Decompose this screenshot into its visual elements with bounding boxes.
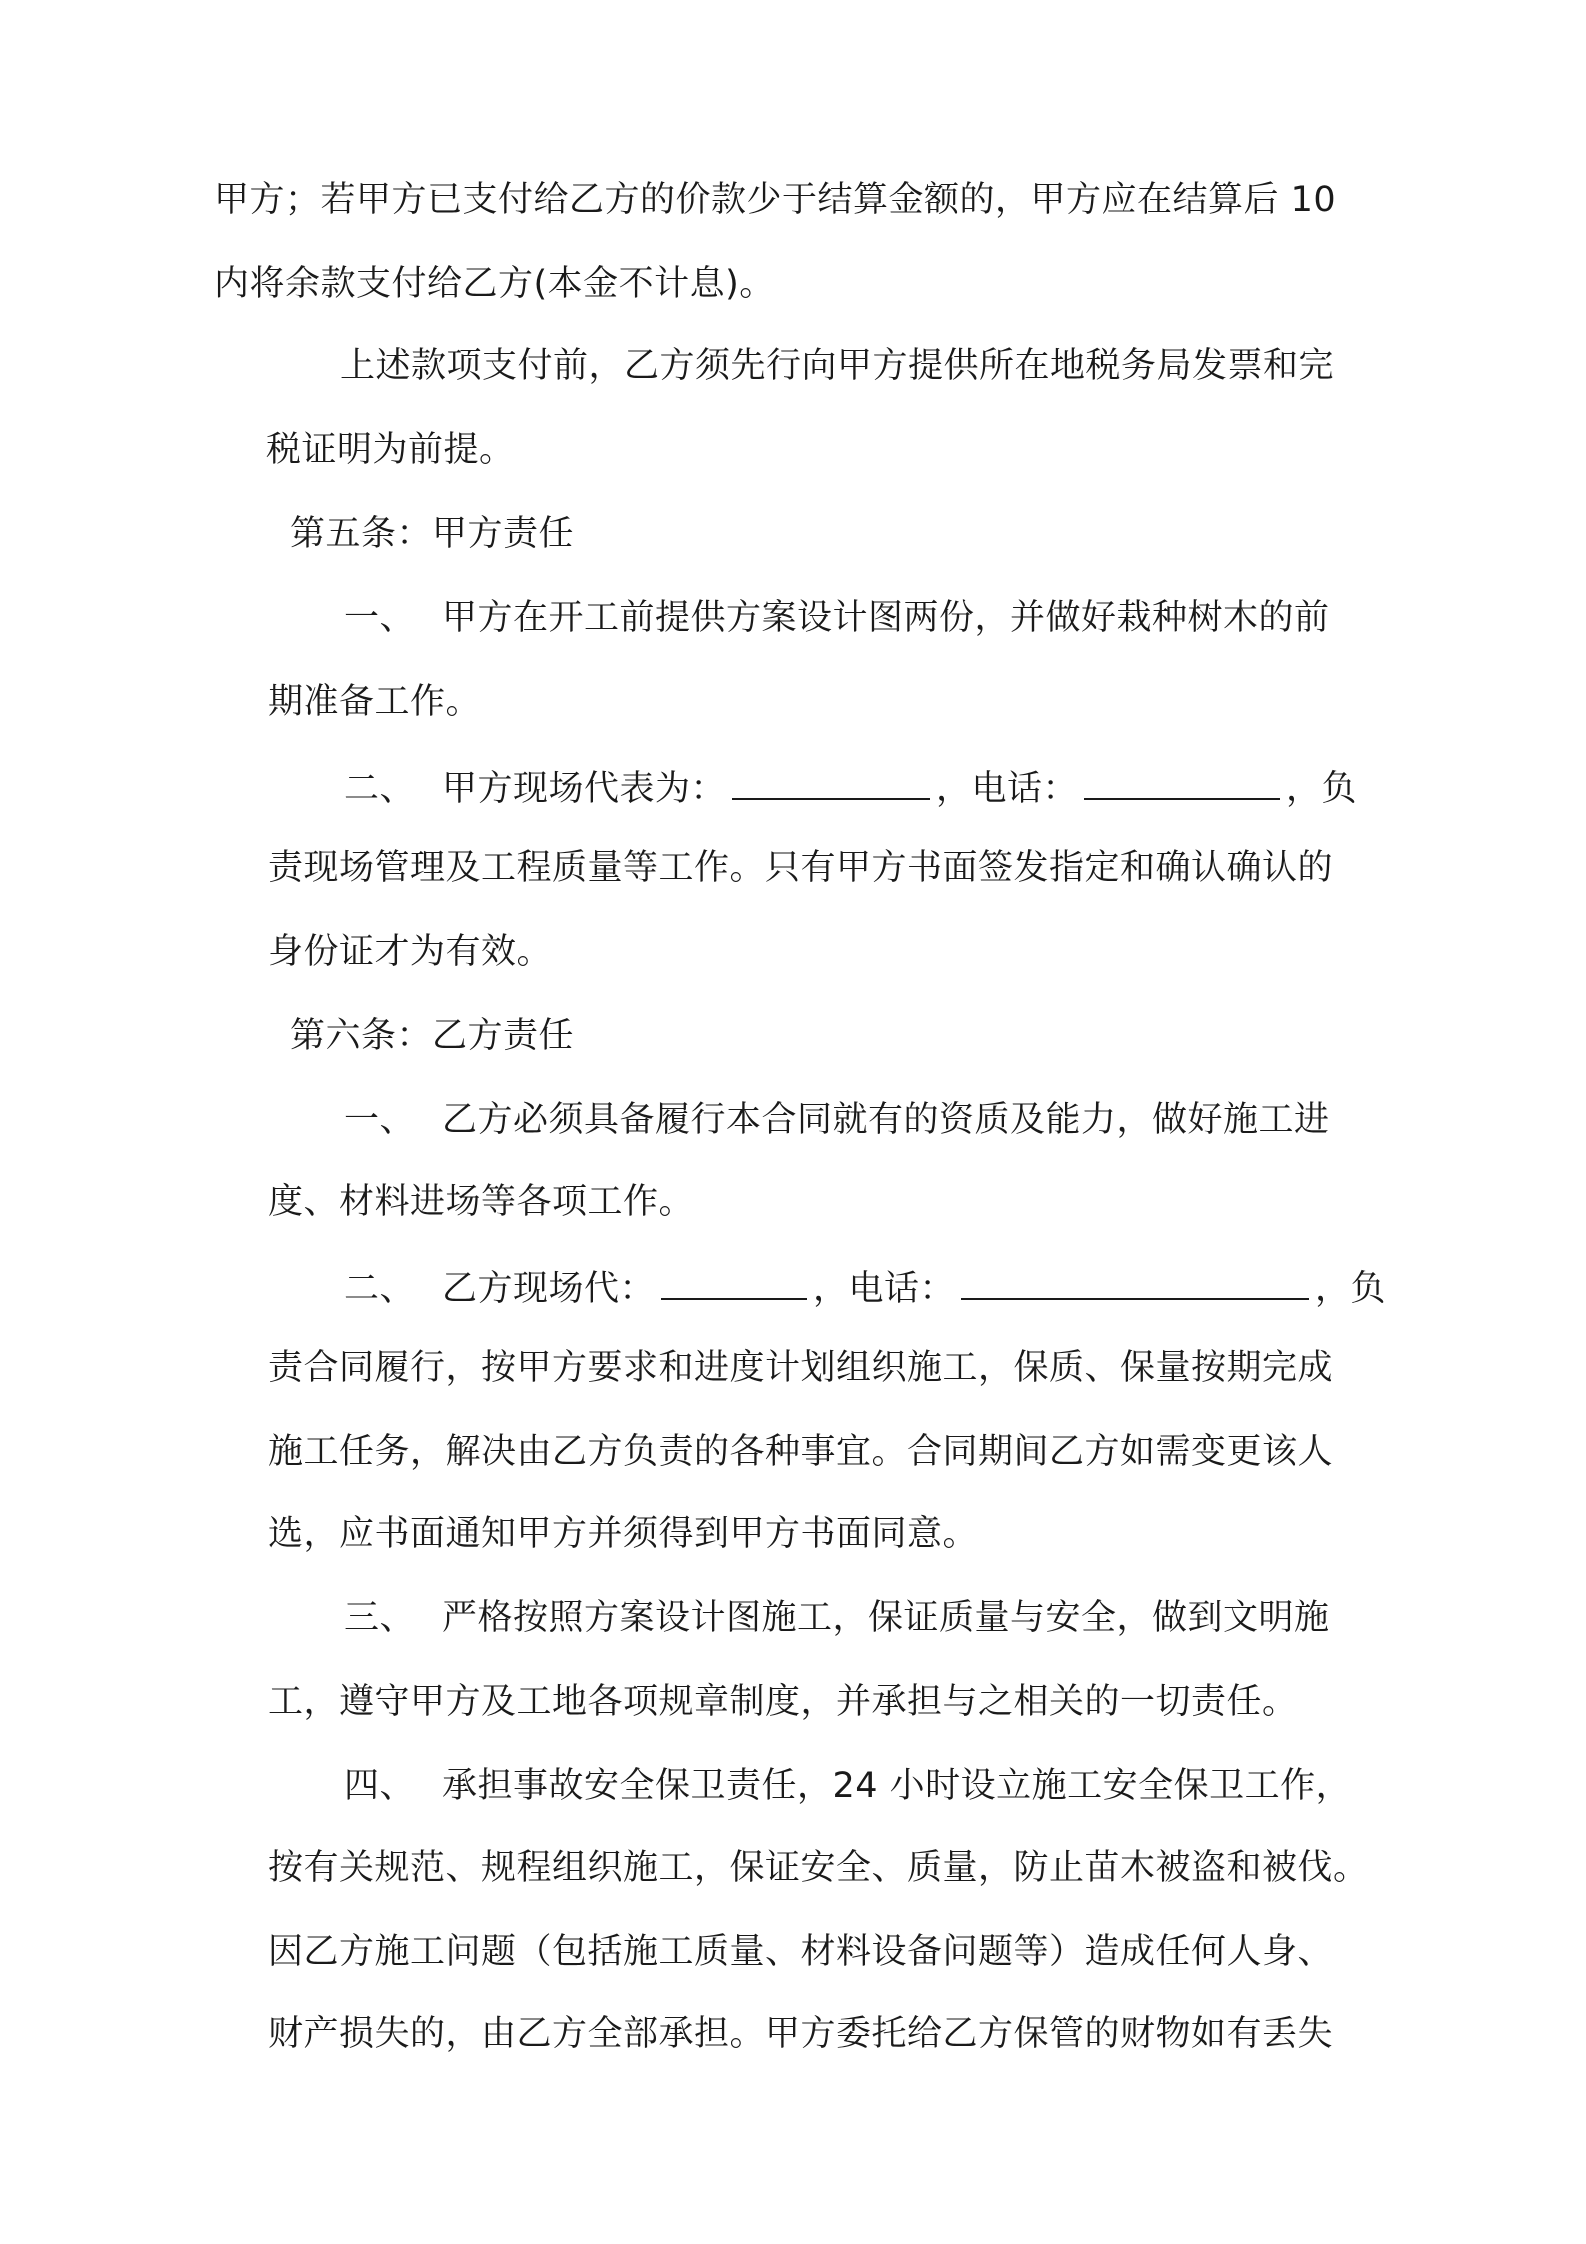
field-label-phone: ，电话： (936, 769, 1079, 809)
list-item-text: ，负 (1315, 1269, 1387, 1309)
list-item-line (344, 1764, 1351, 1808)
paragraph-line: 内将余款支付给乙方(本金不计息)。 (214, 264, 775, 304)
paragraph-line: 按有关规范、规程组织施工，保证安全、质量，防止苗木被盗和被伐。 (268, 1848, 1369, 1888)
list-item-line (344, 764, 1357, 811)
list-marker: 四、 (344, 1766, 416, 1806)
blank-phone-field[interactable] (961, 1264, 1309, 1300)
list-marker: 二、 (344, 769, 416, 809)
paragraph-line: 因乙方施工问题（包括施工质量、材料设备问题等）造成任何人身、 (268, 1932, 1334, 1972)
list-item-line (344, 1264, 1386, 1311)
section-heading-party-b: 第六条：乙方责任 (290, 1016, 575, 1056)
list-item-text: 承担事故安全保卫责任，24 小时设立施工安全保卫工作， (442, 1766, 1352, 1806)
paragraph-line: 上述款项支付前，乙方须先行向甲方提供所在地税务局发票和完 (340, 346, 1335, 386)
paragraph-line: 身份证才为有效。 (268, 932, 553, 972)
paragraph-line: 税证明为前提。 (266, 430, 515, 470)
paragraph-line: 甲方；若甲方已支付给乙方的价款少于结算金额的，甲方应在结算后 10 (214, 180, 1337, 220)
paragraph-line: 期准备工作。 (268, 682, 482, 722)
list-item-text: ，负 (1286, 769, 1358, 809)
list-item-line (344, 596, 1330, 640)
field-label-phone: ，电话： (813, 1269, 956, 1309)
list-item-text: 乙方必须具备履行本合同就有的资质及能力，做好施工进 (442, 1100, 1330, 1140)
paragraph-line: 施工任务，解决由乙方负责的各种事宜。合同期间乙方如需变更该人 (268, 1432, 1334, 1472)
paragraph-line: 责合同履行，按甲方要求和进度计划组织施工，保质、保量按期完成 (268, 1348, 1334, 1388)
list-marker: 一、 (344, 598, 416, 638)
paragraph-line: 选，应书面通知甲方并须得到甲方书面同意。 (268, 1514, 979, 1554)
section-heading-party-a: 第五条：甲方责任 (290, 514, 575, 554)
paragraph-line: 责现场管理及工程质量等工作。只有甲方书面签发指定和确认确认的 (268, 848, 1334, 888)
blank-representative-field[interactable] (661, 1264, 807, 1300)
field-label-representative: 乙方现场代： (442, 1269, 656, 1309)
list-marker: 三、 (344, 1598, 416, 1638)
field-label-representative: 甲方现场代表为： (442, 769, 727, 809)
blank-representative-field[interactable] (732, 764, 930, 800)
list-marker: 二、 (344, 1269, 416, 1309)
list-item-line (344, 1596, 1330, 1640)
list-item-line (344, 1098, 1330, 1142)
list-marker: 一、 (344, 1100, 416, 1140)
list-item-text: 甲方在开工前提供方案设计图两份，并做好栽种树木的前 (442, 598, 1330, 638)
paragraph-line: 工，遵守甲方及工地各项规章制度，并承担与之相关的一切责任。 (268, 1682, 1298, 1722)
list-item-text: 严格按照方案设计图施工，保证质量与安全，做到文明施 (442, 1598, 1330, 1638)
paragraph-line: 财产损失的，由乙方全部承担。甲方委托给乙方保管的财物如有丢失 (268, 2014, 1334, 2054)
blank-phone-field[interactable] (1084, 764, 1280, 800)
paragraph-line: 度、材料进场等各项工作。 (268, 1182, 695, 1222)
